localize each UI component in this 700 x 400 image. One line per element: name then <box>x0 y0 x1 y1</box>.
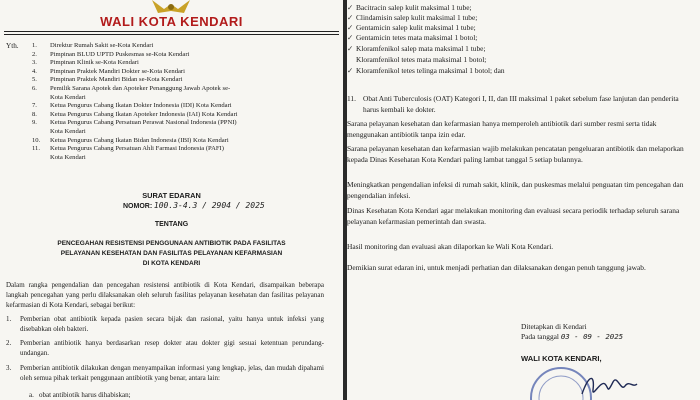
document-number <box>123 201 265 210</box>
addressee-item: Kota Kendari <box>50 153 86 161</box>
letter-page-1 <box>0 0 343 400</box>
addressee-item: 8. Ketua Pengurus Cabang Ikatan Apoteker Indonesia (IAI) Kota Kendari <box>32 110 238 118</box>
signature-block <box>521 322 623 342</box>
addressee-item: 7. Ketua Pengurus Cabang Ikatan Dokter Indonesia (IDI) Kota Kendari <box>32 102 232 110</box>
step-item: 2. Pemberian antibiotik hanya berdasarkan resep dokter atau dokter gigi sesuai ketentuan perundang-undangan. <box>6 339 324 357</box>
antibiotic-item: ✓ Gentamicin tetes mata maksimal 1 botol; <box>347 33 478 42</box>
instruction-paragraph: Sarana pelayanan kesehatan dan kefarmasian wajib melakukan pencatatan pengeluaran antibiotik dan melaporkan kepada Dinas Kesehatan Kota Kendari paling lambat tanggal 5 setiap bulannya. <box>347 144 684 164</box>
addressee-list <box>32 42 307 162</box>
antibiotic-item: ✓ Kloramfenikol tetes telinga maksimal 1 botol; dan <box>347 66 505 75</box>
letterhead-rule <box>4 31 339 32</box>
subject-line: DI KOTA KENDARI <box>142 260 201 267</box>
document-type-title: SURAT EDARAN <box>142 191 201 200</box>
letter-page-2 <box>347 0 700 400</box>
intro-paragraph: Dalam rangka pengendalian dan pencegahan resistensi antibiotik di Kota Kendari, disampaikan beberapa langkah pencegahan yang perlu dilaksanakan oleh seluruh fasilitas pelayanan kesehatan dan fasilitas pelayanan kefarmasian di Kota Kendari, sebagai berikut: <box>6 281 324 309</box>
bullet-check-icon: ✓ <box>347 23 354 32</box>
bullet-check-icon <box>347 55 356 64</box>
antibiotic-item: Kloramfenikol tetes mata maksimal 1 botol; <box>347 55 486 64</box>
addressee-item: 1. Direktur Rumah Sakit se-Kota Kendari <box>32 42 154 49</box>
instruction-paragraph: Hasil monitoring dan evaluasi akan dilaporkan ke Wali Kota Kendari. <box>347 242 554 251</box>
antibiotic-item: ✓ Bacitracin salep kulit maksimal 1 tube; <box>347 3 472 12</box>
addressee-item: 9. Ketua Pengurus Cabang Persatuan Perawat Nasional Indonesia (PPNI) <box>32 119 237 127</box>
letterhead-title: WALI KOTA KENDARI <box>100 14 243 29</box>
addressee-item: Kota Kendari <box>50 93 86 101</box>
signed-date: 03 - 09 - 2025 <box>560 332 624 341</box>
bullet-check-icon: ✓ <box>347 13 354 22</box>
antibiotic-item: ✓ Gentamicin salep kulit maksimal 1 tube; <box>347 23 476 32</box>
subject-line: PENCEGAHAN RESISTENSI PENGGUNAAN ANTIBIOTIK PADA FASILITAS <box>57 240 286 247</box>
addressee-item: 10. Ketua Pengurus Cabang Ikatan Bidan Indonesia (IBI) Kota Kendari <box>32 136 229 144</box>
nomor-value: 100.3-4.3 / 2904 / 2025 <box>153 201 265 210</box>
instruction-paragraph: Dinas Kesehatan Kota Kendari agar melakukan monitoring dan evaluasi secara periodik terhadap seluruh sarana pelayanan kefarmasian pemerintah dan swasta. <box>347 206 680 226</box>
closing-paragraph: Demikian surat edaran ini, untuk menjadi perhatian dan dilaksanakan dengan penuh tanggung jawab. <box>347 263 646 272</box>
subject-line: PELAYANAN KESEHATAN DAN FASILITAS PELAYANAN KEFARMASIAN <box>60 250 283 257</box>
step-item: 1. Pemberian obat antibiotik kepada pasien secara bijak dan rasional, yaitu hanya untuk infeksi yang disebabkan oleh bakteri. <box>6 315 324 333</box>
handwritten-signature-icon <box>579 370 639 400</box>
addressee-item: 5. Pimpinan Praktek Mandiri Bidan se-Kota Kendari <box>32 76 183 84</box>
tentang-label: TENTANG <box>154 221 189 228</box>
pada-tanggal-line: Pada tanggal 03 - 09 - 2025 <box>521 332 624 341</box>
addressee-item: 4. Pimpinan Praktek Mandiri Dokter se-Kota Kendari <box>32 67 185 75</box>
nomor-label: NOMOR: <box>123 203 153 210</box>
antibiotic-item: ✓ Clindamisin salep kulit maksimal 1 tube; <box>347 13 478 22</box>
addressee-item: 3. Pimpinan Klinik se-Kota Kendari <box>32 59 139 67</box>
instruction-paragraph: Sarana pelayanan kesehatan dan kefarmasian hanya memperoleh antibiotik dari sumber resmi serta tidak menggunakan antibiotik tanpa izin edar. <box>347 119 657 139</box>
letterhead-rule-thin <box>4 34 339 35</box>
addressee-item: 6. Pemilik Sarana Apotek dan Apoteker Penanggung Jawab Apotek se- <box>32 84 231 92</box>
signer-title: WALI KOTA KENDARI, <box>521 354 602 363</box>
garuda-crest-icon <box>150 0 192 14</box>
sub-step-item: a. obat antibiotik harus dihabiskan; <box>29 391 131 399</box>
bullet-check-icon: ✓ <box>347 44 354 53</box>
addressee-item: Kota Kendari <box>50 127 86 135</box>
document-subject <box>6 239 337 269</box>
step-item: 3. Pemberian antibiotik dilakukan dengan menyampaikan informasi yang lengkap, jelas, dan mudah dipahami oleh semua pihak terkait penggunaan antibiotik yang benar, antara lain: <box>6 364 324 382</box>
bullet-check-icon: ✓ <box>347 33 354 42</box>
ditetapkan-line: Ditetapkan di Kendari <box>521 322 587 331</box>
yth-label: Yth. <box>6 42 19 50</box>
addressee-item: 11. Ketua Pengurus Cabang Persatuan Ahli Farmasi Indonesia (PAFI) <box>32 145 224 153</box>
oat-item: 11. Obat Anti Tuberculosis (OAT) Kategori I, II, dan III maksimal 1 paket sebelum fase lanjutan dan penderita harus kembali ke dokter. <box>347 94 679 114</box>
bullet-check-icon: ✓ <box>347 3 354 12</box>
bullet-check-icon: ✓ <box>347 66 354 75</box>
instruction-paragraph: Meningkatkan pengendalian infeksi di rumah sakit, klinik, dan puskesmas melalui penguatan tim pencegahan dan pengendalian infeksi. <box>347 180 684 200</box>
addressee-item: 2. Pimpinan BLUD UPTD Puskesmas se-Kota Kendari <box>32 50 190 58</box>
antibiotic-item: ✓ Kloramfenikol salep mata maksimal 1 tube; <box>347 44 486 53</box>
